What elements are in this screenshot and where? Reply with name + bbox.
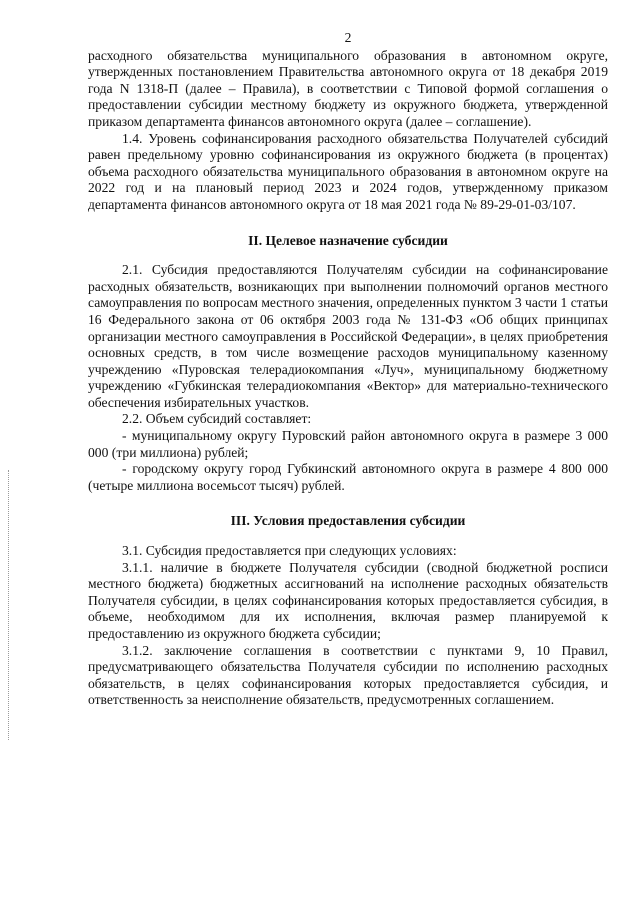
document-page — [88, 30, 608, 709]
paragraph-3-1: 3.1. Субсидия предоставляется при следующих условиях: — [122, 543, 457, 559]
paragraph-continuation: расходного обязательства муниципального образования в автономном округе, утвержденных постановлением Правительства автономного округа от 18 декабря 2019 года N 1318-П (далее – Правила), в соответствии с Типовой формой соглашения о предоставлении субсидии местному бюджету из окружного бюджета, утвержденной приказом департамента финансов автономного округа (далее – соглашение). — [88, 47, 608, 129]
paragraph-3-1-1: 3.1.1. наличие в бюджете Получателя субсидии (сводной бюджетной росписи местного бюджета) бюджетных ассигнований на исполнение расходных обязательств Получателя субсидии, в целях софинансирования которых предоставляется субсидия, в объеме, необходимом для их исполнения, включая размер планируемой к предоставлению из окружного бюджета субсидии; — [88, 559, 608, 641]
paragraph-1-4: 1.4. Уровень софинансирования расходного обязательства Получателей субсидий равен предельному уровню софинансирования из окружного бюджета (в процентах) объема расходного обязательства муниципального образования в автономном округе на 2022 год и на плановый период 2023 и 2024 годов, утвержденному приказом департамента финансов автономного округа от 18 мая 2021 года № 89-29-01-03/107. — [88, 130, 608, 212]
scan-margin-dots — [8, 470, 11, 740]
paragraph-3-1-2: 3.1.2. заключение соглашения в соответствии с пунктами 9, 10 Правил, предусматривающего обязательства Получателя субсидии по исполнению расходных обязательств, в целях софинансирования которых предоставляется субсидия, и ответственность за неисполнение обязательств, предусмотренных соглашением. — [88, 642, 608, 708]
paragraph-2-2: 2.2. Объем субсидий составляет: — [122, 411, 312, 427]
paragraph-2-2-a: - муниципальному округу Пуровский район автономного округа в размере 3 000 000 (три миллиона) рублей; — [88, 428, 608, 460]
paragraph-2-2-b: - городскому округу город Губкинский автономного округа в размере 4 800 000 (четыре миллиона восемьсот тысяч) рублей. — [88, 461, 608, 493]
paragraph-2-1: 2.1. Субсидия предоставляются Получателям субсидии на софинансирование расходных обязательств, возникающих при выполнении полномочий органов местного самоуправления по вопросам местного значения, определенных пунктом 3 части 1 статьи 16 Федерального закона от 06 октября 2003 года № 131-ФЗ «Об общих принципах организации местного самоуправления в Российской Федерации», в целях приобретения основных средств, в том числе возмещение расходов муниципальному казенному учреждению «Пуровская телерадиокомпания «Луч», муниципальному бюджетному учреждению «Губкинская телерадиокомпания «Вектор» для материально-технического обеспечения избирательных участков. — [88, 262, 608, 410]
section-heading-2: II. Целевое назначение субсидии — [248, 232, 448, 248]
section-heading-3: III. Условия предоставления субсидии — [230, 513, 466, 529]
page-number: 2 — [344, 30, 352, 45]
